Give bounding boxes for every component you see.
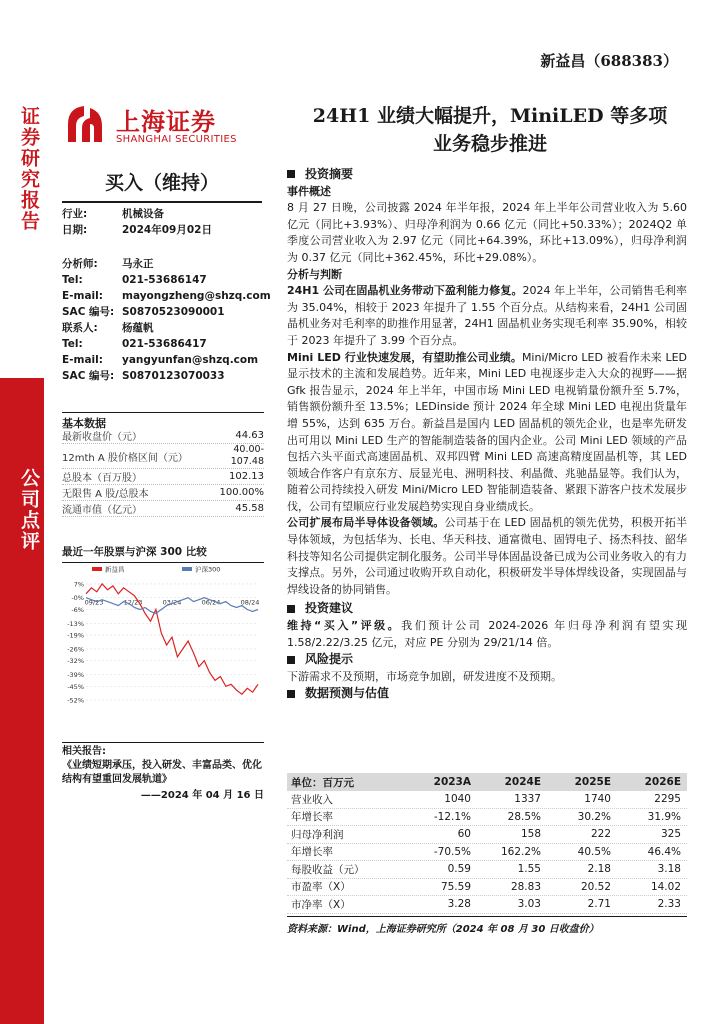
table-cell: 60 <box>457 828 471 841</box>
event-heading: 事件概述 <box>287 184 331 198</box>
sidebar <box>0 0 44 1024</box>
table-row <box>287 809 687 827</box>
table-cell: 2.33 <box>657 898 681 911</box>
table-cell: -70.5% <box>433 845 471 858</box>
bullet-square-icon <box>287 605 295 613</box>
section-advice: 投资建议 <box>287 600 687 617</box>
bullet-square-icon <box>287 170 295 178</box>
analyst-row: SAC 编号: S0870123070033 <box>62 370 225 382</box>
related-title-link[interactable]: 《业绩短期承压，投入研发、丰富品类、优化结构有望重回发展轨道》 <box>62 760 262 785</box>
analysis-heading: 分析与判断 <box>287 267 342 281</box>
table-cell: 2.71 <box>587 898 611 911</box>
x-tick-label: 09/23 <box>84 598 104 607</box>
table-row: 流通市值（亿元） 45.58 <box>62 503 264 516</box>
table-cell: 3.03 <box>517 898 541 911</box>
x-tick-label: 08/24 <box>240 598 260 607</box>
section-summary: 投资摘要 <box>287 166 687 183</box>
table-cell: 1.55 <box>517 863 541 876</box>
table-cell: 3.18 <box>657 863 681 876</box>
table-cell: 20.52 <box>580 880 611 893</box>
table-cell: 40.5% <box>577 845 611 858</box>
section-forecast: 数据预测与估值 <box>287 685 687 702</box>
row-label: 市盈率（X） <box>291 881 351 894</box>
data-source-note: 资料来源：Wind，上海证券研究所（2024 年 08 月 30 日收盘价） <box>287 916 687 935</box>
legend-swatch <box>182 567 192 571</box>
forecast-table <box>287 773 687 914</box>
row-label: 每股收益（元） <box>291 863 365 876</box>
analysis-paragraph-2: Mini LED 行业快速发展，有望助推公司业绩。Mini/Micro LED 被看作未来 LED 显示技术的主流和发展趋势。近年来，Mini LED 电视逐步走入大众的视野——据 Gfk 报告显示，2024 年上半年，中国市场 Mini LED 电视销量份额升至 5.7%，销售额份额升至 13.5%；LEDinside 预计 2024 年全球 Mini LED 电视出货量年增 55%，达到 635 万台。新益昌是国内 LED 固晶机的领先企业，也是率先研发出可用以 Mini LED 生产的智能制造装备的国内企业。公司 Mini LED 领域的产品包括六头平面式高速固晶机、双邦四臂 Mini LED 高速高精度固晶机等，其 LED 领域合作客户有京东方、辰显光电、洲明科技、利晶微、兆驰晶显等。我们认为，随着公司持续投入研发 Mini/Micro LED 智能制造装备、紧跟下游客户技术发展步伐，公司有望顺应行业发展趋势实现自身业绩成长。 <box>287 350 687 513</box>
table-body <box>287 791 687 914</box>
table-header: 单位：百万元 2023A 2024E 2025E 2026E <box>287 773 687 791</box>
bullet-square-icon <box>287 690 295 698</box>
table-cell: 3.28 <box>447 898 471 911</box>
row-label: 归母净利润 <box>291 828 344 841</box>
right-column <box>287 166 687 703</box>
related-date: ——2024 年 04 月 16 日 <box>140 790 264 801</box>
analyst-row: Tel: 021-53686417 <box>62 338 207 350</box>
table-row <box>287 879 687 897</box>
section-risk: 风险提示 <box>287 651 687 668</box>
bullet-square-icon <box>287 656 295 664</box>
row-label: 市净率（X） <box>291 898 351 911</box>
contact-email-link[interactable]: yangyunfan@shzq.com <box>122 354 259 366</box>
report-category-label: 公司点评 <box>18 468 40 552</box>
report-title <box>280 102 700 158</box>
rating-label: 买入（维持） <box>62 168 262 203</box>
y-tick-label: -52% <box>67 696 84 705</box>
report-type-label: 证券研究报告 <box>18 106 40 232</box>
table-row <box>287 826 687 844</box>
y-tick-label: -45% <box>67 682 84 691</box>
table-cell: 46.4% <box>647 845 681 858</box>
analysis-paragraph-1: 24H1 公司在固晶机业务带动下盈利能力修复。2024 年上半年，公司销售毛利率为 35.04%，相较于 2023 年提升了 1.55 个百分点。从结构来看，24H1 公司固晶机业务对毛利率的助推作用显著，24H1 固晶机业务实现毛利率 35.90%，相较于 2023 年提升了 3.99 个百分点。 <box>287 284 687 347</box>
analyst-email-link[interactable]: mayongzheng@shzq.com <box>122 290 271 302</box>
row-label: 年增长率 <box>291 846 333 859</box>
logo-mark-icon <box>62 102 108 146</box>
table-row: 12mth A 股价格区间（元） 40.00-107.48 <box>62 444 264 467</box>
table-cell: 162.2% <box>500 845 541 858</box>
table-cell: 158 <box>520 828 541 841</box>
risk-text: 下游需求不及预期，市场竞争加剧，研发进度不及预期。 <box>287 669 562 683</box>
table-cell: 31.9% <box>647 810 681 823</box>
y-tick-label: -39% <box>67 670 84 679</box>
table-cell: 2.18 <box>587 863 611 876</box>
table-cell: 14.02 <box>650 880 681 893</box>
y-tick-label: 7% <box>73 580 84 589</box>
table-row: 最新收盘价（元） 44.63 <box>62 430 264 443</box>
table-cell: 75.59 <box>440 880 471 893</box>
table-cell: 28.83 <box>510 880 541 893</box>
x-tick-label: 03/24 <box>162 598 182 607</box>
x-tick-label: 06/24 <box>201 598 221 607</box>
y-tick-label: -13% <box>67 619 84 628</box>
table-cell: 2295 <box>654 793 681 806</box>
analyst-block <box>62 256 271 384</box>
analysis-paragraph-3: 公司扩展布局半导体设备领域。公司基于在 LED 固晶机的领先优势，积极开拓半导体领域，为包括华为、长电、华天科技、通富微电、固锝电子、扬杰科技、韶华科技等知名公司提供定制化服务。公司半导体固晶设备已成为公司业务收入的有力支撑点。另外，公司通过收购开玖自动化，积极研发半导体焊线设备，实现固晶与焊线设备的协同销售。 <box>287 516 687 596</box>
event-text: 8 月 27 日晚，公司披露 2024 年半年报，2024 年上半年公司营业收入为 5.60 亿元（同比+3.93%）、归母净利润为 0.66 亿元（同比+50.33%）；2024Q2 单季度公司营业收入为 2.97 亿元（同比+64.39%，环比+13.09%），归母净利润为 0.37 亿元（同比+362.45%，环比+29.08%）。 <box>287 201 687 264</box>
row-label: 年增长率 <box>291 811 333 824</box>
table-row: 无限售 A 股/总股本 100.00% <box>62 487 264 500</box>
legend-swatch <box>92 567 102 571</box>
analyst-row: E-mail: mayongzheng@shzq.com <box>62 290 271 302</box>
report-title-line2: 业务稳步推进 <box>432 133 547 155</box>
table-cell: 325 <box>660 828 681 841</box>
basic-data-title: 基本数据 <box>62 412 264 431</box>
logo-text-en: SHANGHAI SECURITIES <box>116 134 237 145</box>
related-label: 相关报告: <box>62 746 106 757</box>
company-logo <box>62 100 262 152</box>
table-row <box>287 791 687 809</box>
analyst-row: Tel: 021-53686147 <box>62 274 207 286</box>
table-cell: -12.1% <box>433 810 471 823</box>
meta-row: 行业: 机械设备 <box>62 208 164 220</box>
meta-row: 日期: 2024年09月02日 <box>62 224 212 236</box>
table-row <box>287 844 687 862</box>
analyst-row: 联系人: 杨蕴帆 <box>62 322 154 334</box>
row-label: 营业收入 <box>291 793 333 806</box>
legend-label: 沪深300 <box>195 565 221 574</box>
table-cell: 28.5% <box>507 810 541 823</box>
table-row: 总股本（百万股） 102.13 <box>62 471 264 484</box>
related-report <box>62 742 264 803</box>
y-tick-label: -0% <box>71 594 84 603</box>
table-row <box>287 861 687 879</box>
legend-label: 新益昌 <box>105 565 125 574</box>
meta-block <box>62 206 212 238</box>
y-tick-label: -19% <box>67 631 84 640</box>
analyst-row: E-mail: yangyunfan@shzq.com <box>62 354 259 366</box>
y-tick-label: -26% <box>67 645 84 654</box>
table-cell: 222 <box>590 828 611 841</box>
table-cell: 1740 <box>584 793 611 806</box>
table-row <box>287 896 687 914</box>
y-tick-label: -6% <box>71 606 84 615</box>
y-tick-label: -32% <box>67 657 84 666</box>
table-cell: 1337 <box>514 793 541 806</box>
logo-text-cn: 上海证券 <box>116 108 216 136</box>
basic-data-table <box>62 428 264 517</box>
analyst-row: SAC 编号: S0870523090001 <box>62 306 225 318</box>
report-title-line1: 24H1 业绩大幅提升，MiniLED 等多项 <box>312 105 668 127</box>
x-tick-label: 12/23 <box>123 598 143 607</box>
table-cell: 1040 <box>444 793 471 806</box>
advice-text: 维持“买入”评级。我们预计公司 2024-2026 年归母净利润有望实现 1.58/2.22/3.25 亿元，对应 PE 分别为 29/21/14 倍。 <box>287 619 687 649</box>
chart-title: 最近一年股票与沪深 300 比较 <box>62 544 264 563</box>
stock-ticker: 新益昌（688383） <box>540 52 678 70</box>
stock-vs-index-chart <box>62 562 264 712</box>
table-cell: 30.2% <box>577 810 611 823</box>
analyst-row: 分析师: 马永正 <box>62 258 154 270</box>
table-cell: 0.59 <box>447 863 471 876</box>
